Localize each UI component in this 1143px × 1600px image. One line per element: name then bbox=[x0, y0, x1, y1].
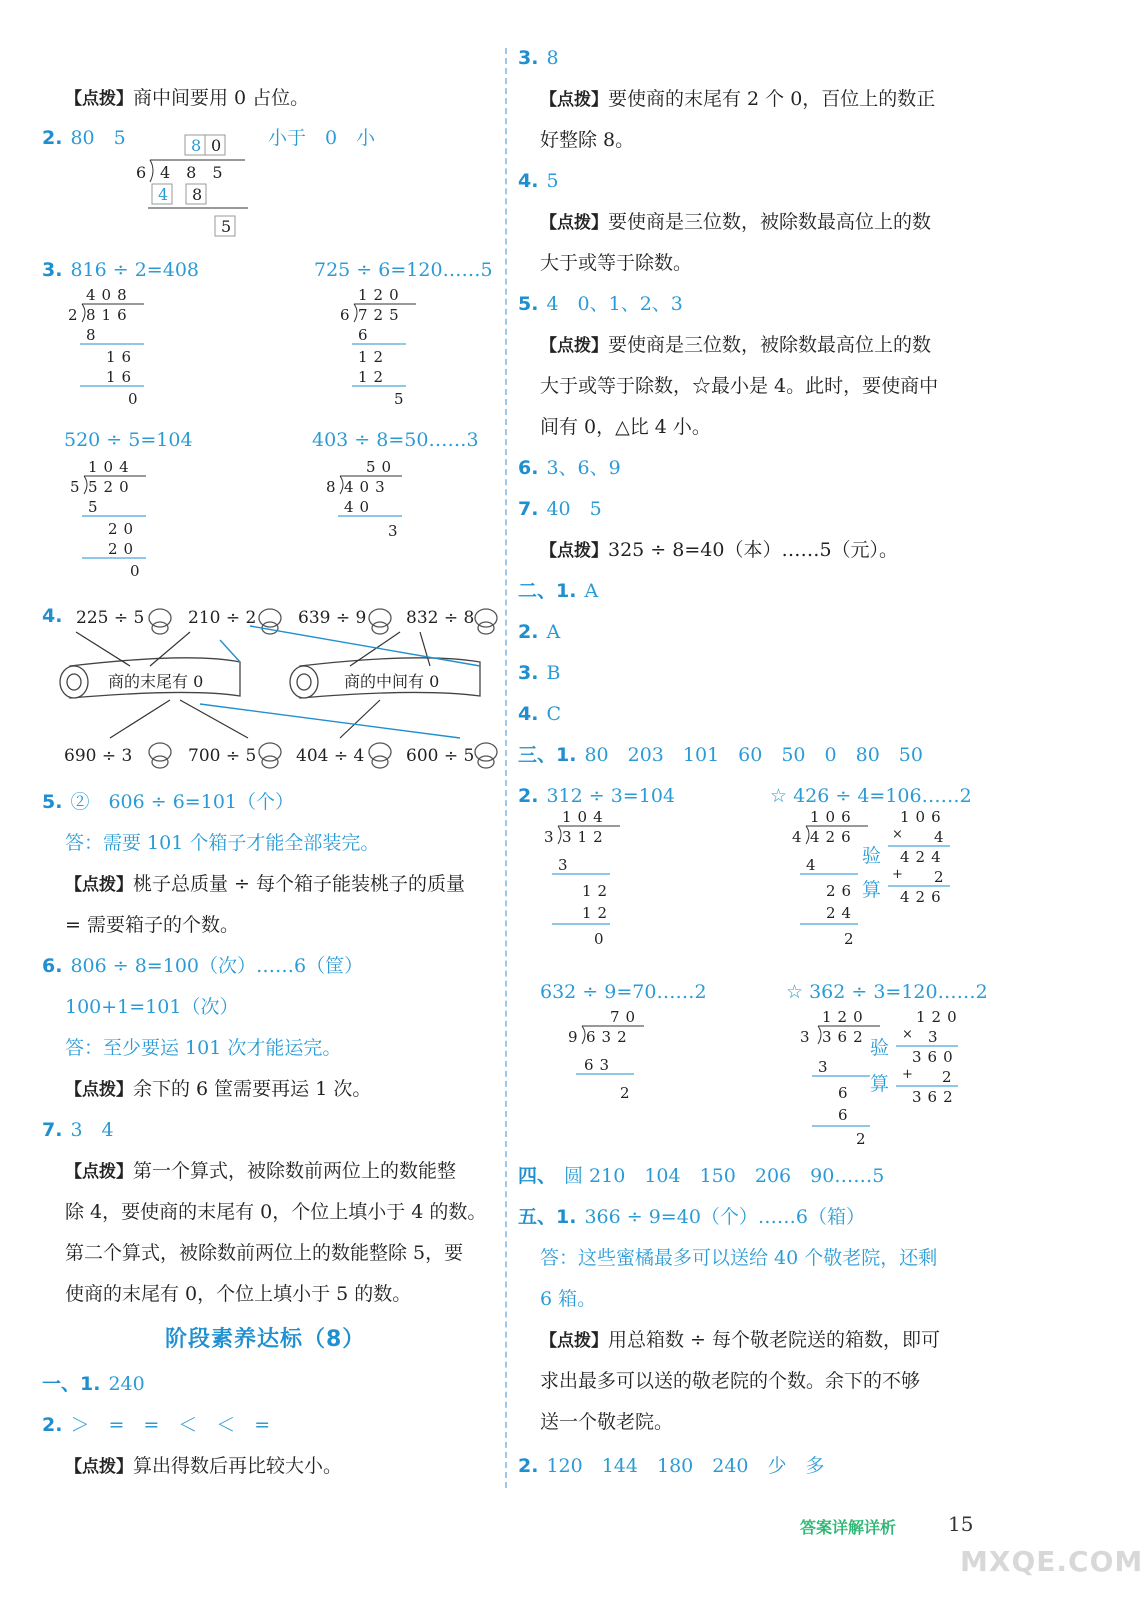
q4-bottom-4: 600 ÷ 5 bbox=[406, 746, 475, 766]
r3-line: 3. 8 bbox=[518, 47, 559, 69]
svg-text:408: 408 bbox=[86, 286, 133, 304]
g1-line: 五、1. 366 ÷ 9=40（个）……6（箱） bbox=[518, 1206, 865, 1228]
svg-text:16: 16 bbox=[106, 348, 138, 366]
check-label-1: 验 bbox=[862, 845, 882, 867]
svg-text:0: 0 bbox=[130, 562, 140, 580]
q7-hint-d: 使商的末尾有 0，个位上填小于 5 的数。 bbox=[65, 1283, 412, 1305]
r5-hint-b: 大于或等于除数，☆最小是 4。此时，要使商中 bbox=[540, 375, 939, 397]
q7-hint-c: 第二个算式，被除数前两位上的数能整除 5，要 bbox=[65, 1242, 464, 1264]
q5-answer: 答：需要 101 个箱子才能全部装完。 bbox=[65, 832, 380, 854]
svg-text:6: 6 bbox=[838, 1106, 848, 1124]
svg-text:2: 2 bbox=[620, 1084, 630, 1102]
svg-text:520: 520 bbox=[88, 478, 135, 496]
q7-hint-b: 除 4，要使商的末尾有 0，个位上填小于 4 的数。 bbox=[65, 1201, 487, 1223]
q4-top-1: 225 ÷ 5 bbox=[76, 608, 145, 628]
e1-line: 二、1. A bbox=[518, 580, 599, 602]
q2-division bbox=[130, 130, 270, 242]
svg-text:6: 6 bbox=[340, 306, 350, 324]
q5-hint-cont: = 需要箱子的个数。 bbox=[65, 914, 239, 936]
hint-line: 【点拨】商中间要用 0 占位。 bbox=[65, 87, 310, 109]
division-632 bbox=[560, 1006, 660, 1106]
r4-hint: 【点拨】要使商是三位数，被除数最高位上的数 bbox=[540, 211, 932, 233]
g1-hint-c: 送一个敬老院。 bbox=[540, 1411, 674, 1433]
svg-text:3: 3 bbox=[800, 1028, 810, 1046]
division-816 bbox=[60, 284, 160, 414]
q4-bottom-3: 404 ÷ 4 bbox=[296, 746, 365, 766]
svg-text:2: 2 bbox=[844, 930, 854, 948]
svg-text:120: 120 bbox=[822, 1008, 869, 1026]
r3-hint-b: 好整除 8。 bbox=[540, 129, 635, 151]
log-label-tail-zero: 商的末尾有 0 bbox=[108, 672, 204, 691]
svg-text:6: 6 bbox=[838, 1084, 848, 1102]
q4-top-4: 832 ÷ 8 bbox=[406, 608, 475, 628]
watermark: MXQE.COM bbox=[960, 1545, 1143, 1578]
svg-text:8: 8 bbox=[192, 185, 203, 204]
check-label-3: 验 bbox=[870, 1037, 890, 1059]
q2-side: 小于 0 小 bbox=[268, 127, 376, 149]
hint-tag: 【点拨】 bbox=[65, 89, 133, 109]
r7-line: 7. 40 5 bbox=[518, 498, 602, 520]
q6-answer: 答：至少要运 101 次才能运完。 bbox=[65, 1037, 342, 1059]
r4-hint-b: 大于或等于除数。 bbox=[540, 252, 693, 274]
q7-hint: 【点拨】第一个算式，被除数前两位上的数能整 bbox=[65, 1160, 457, 1182]
r4-line: 4. 5 bbox=[518, 170, 559, 192]
svg-text:5: 5 bbox=[70, 478, 80, 496]
e4-line: 4. C bbox=[518, 703, 561, 725]
t2-line: 2. 312 ÷ 3=104 bbox=[518, 785, 675, 807]
division-520 bbox=[62, 456, 162, 586]
r3-hint: 【点拨】要使商的末尾有 2 个 0，百位上的数正 bbox=[540, 88, 936, 110]
svg-text:2: 2 bbox=[934, 868, 944, 886]
section-title: 阶段素养达标（8） bbox=[165, 1327, 366, 1352]
q3-d: 403 ÷ 8=50……3 bbox=[312, 429, 479, 451]
g1-answer: 答：这些蜜橘最多可以送给 40 个敬老院，还剩 bbox=[540, 1247, 938, 1269]
r6-line: 6. 3、6、9 bbox=[518, 457, 621, 479]
t2-c: 632 ÷ 9=70……2 bbox=[540, 981, 707, 1003]
svg-text:4: 4 bbox=[792, 828, 802, 846]
svg-text:4: 4 bbox=[934, 828, 944, 846]
svg-text:120: 120 bbox=[358, 286, 405, 304]
svg-text:70: 70 bbox=[610, 1008, 642, 1026]
svg-text:0: 0 bbox=[128, 390, 138, 408]
q4-top-3: 639 ÷ 9 bbox=[298, 608, 367, 628]
q5-line: 5. ② 606 ÷ 6=101（个） bbox=[42, 791, 294, 813]
svg-text:16: 16 bbox=[106, 368, 138, 386]
q6-text2: 100+1=101（次） bbox=[65, 996, 239, 1018]
svg-text:3: 3 bbox=[388, 522, 398, 540]
q3-b: 725 ÷ 6=120……5 bbox=[314, 259, 493, 281]
svg-text:+: + bbox=[902, 1067, 913, 1082]
e3-line: 3. B bbox=[518, 662, 561, 684]
t1-line: 三、1. 80 203 101 60 50 0 80 50 bbox=[518, 744, 923, 766]
q4-line: 4. bbox=[42, 605, 63, 627]
svg-text:20: 20 bbox=[108, 520, 140, 538]
q6-hint: 【点拨】余下的 6 筐需要再运 1 次。 bbox=[65, 1078, 372, 1100]
svg-text:426: 426 bbox=[810, 828, 857, 846]
svg-text:2: 2 bbox=[68, 306, 78, 324]
svg-text:120: 120 bbox=[916, 1008, 963, 1026]
g1-hint: 【点拨】用总箱数 ÷ 每个敬老院送的箱数，即可 bbox=[540, 1329, 940, 1351]
g1-hint-b: 求出最多可以送的敬老院的个数。余下的不够 bbox=[540, 1370, 921, 1392]
svg-text:725: 725 bbox=[358, 306, 405, 324]
check-label-2: 算 bbox=[862, 879, 882, 901]
svg-text:50: 50 bbox=[366, 458, 398, 476]
svg-text:5: 5 bbox=[394, 390, 404, 408]
s1-line: 一、1. 240 bbox=[42, 1373, 145, 1395]
r7-hint: 【点拨】325 ÷ 8=40（本）……5（元）。 bbox=[540, 539, 899, 561]
svg-text:104: 104 bbox=[88, 458, 135, 476]
svg-text:24: 24 bbox=[826, 904, 858, 922]
q6-line: 6. 806 ÷ 8=100（次）……6（筐） bbox=[42, 955, 364, 977]
svg-text:3: 3 bbox=[544, 828, 554, 846]
svg-text:8: 8 bbox=[326, 478, 336, 496]
t2-d: ☆ 362 ÷ 3=120……2 bbox=[786, 981, 988, 1003]
svg-text:362: 362 bbox=[822, 1028, 869, 1046]
q4-top-2: 210 ÷ 2 bbox=[188, 608, 257, 628]
svg-text:424: 424 bbox=[900, 848, 947, 866]
svg-text:8: 8 bbox=[86, 326, 96, 344]
q7-line: 7. 3 4 bbox=[42, 1119, 114, 1141]
svg-text:5: 5 bbox=[221, 217, 232, 236]
svg-text:3: 3 bbox=[928, 1028, 938, 1046]
svg-text:×: × bbox=[892, 827, 903, 842]
svg-text:6: 6 bbox=[358, 326, 368, 344]
svg-text:63: 63 bbox=[584, 1056, 616, 1074]
svg-text:0: 0 bbox=[594, 930, 604, 948]
svg-text:632: 632 bbox=[586, 1028, 633, 1046]
s2-hint: 【点拨】算出得数后再比较大小。 bbox=[65, 1455, 343, 1477]
svg-text:8: 8 bbox=[191, 136, 202, 155]
e2-line: 2. A bbox=[518, 621, 561, 643]
svg-text:20: 20 bbox=[108, 540, 140, 558]
svg-text:362: 362 bbox=[912, 1088, 959, 1106]
svg-text:4 8 5: 4 8 5 bbox=[160, 163, 223, 182]
svg-text:403: 403 bbox=[344, 478, 391, 496]
q3-c: 520 ÷ 5=104 bbox=[64, 429, 193, 451]
svg-text:312: 312 bbox=[562, 828, 609, 846]
svg-text:4: 4 bbox=[806, 856, 816, 874]
svg-text:2: 2 bbox=[942, 1068, 952, 1086]
r5-hint-c: 间有 0，△比 4 小。 bbox=[540, 416, 711, 438]
r5-hint: 【点拨】要使商是三位数，被除数最高位上的数 bbox=[540, 334, 932, 356]
svg-text:104: 104 bbox=[562, 808, 609, 826]
q2-line: 2. 80 5 bbox=[42, 127, 126, 149]
svg-text:2: 2 bbox=[856, 1130, 866, 1148]
q4-bottom-1: 690 ÷ 3 bbox=[64, 746, 133, 766]
division-403 bbox=[318, 456, 418, 556]
svg-text:0: 0 bbox=[211, 136, 222, 155]
svg-text:12: 12 bbox=[582, 904, 614, 922]
svg-text:9: 9 bbox=[568, 1028, 578, 1046]
svg-text:5: 5 bbox=[88, 498, 98, 516]
s2-line: 2. ＞ = = ＜ ＜ = bbox=[42, 1414, 271, 1436]
r5-line: 5. 4 0、1、2、3 bbox=[518, 293, 683, 315]
svg-text:40: 40 bbox=[344, 498, 376, 516]
svg-text:12: 12 bbox=[358, 368, 390, 386]
svg-text:+: + bbox=[892, 867, 903, 882]
svg-text:26: 26 bbox=[826, 882, 858, 900]
footer-label: 答案详解详析 bbox=[800, 1518, 897, 1537]
page-number: 15 bbox=[948, 1512, 974, 1536]
t2-b: ☆ 426 ÷ 4=106……2 bbox=[770, 785, 972, 807]
check-label-4: 算 bbox=[870, 1073, 890, 1095]
svg-text:360: 360 bbox=[912, 1048, 959, 1066]
svg-text:12: 12 bbox=[582, 882, 614, 900]
f1-line: 四、 圆 210 104 150 206 90……5 bbox=[518, 1165, 885, 1187]
svg-text:106: 106 bbox=[810, 808, 857, 826]
q4-bottom-2: 700 ÷ 5 bbox=[188, 746, 257, 766]
q5-hint: 【点拨】桃子总质量 ÷ 每个箱子能装桃子的质量 bbox=[65, 873, 465, 895]
svg-text:3: 3 bbox=[558, 856, 568, 874]
log-label-middle-zero: 商的中间有 0 bbox=[344, 672, 440, 691]
svg-text:816: 816 bbox=[86, 306, 133, 324]
svg-text:3: 3 bbox=[818, 1058, 828, 1076]
svg-text:12: 12 bbox=[358, 348, 390, 366]
svg-text:6: 6 bbox=[136, 163, 147, 182]
svg-text:4: 4 bbox=[158, 185, 169, 204]
svg-text:426: 426 bbox=[900, 888, 947, 906]
division-725 bbox=[332, 284, 432, 414]
q3-line: 3. 816 ÷ 2=408 bbox=[42, 259, 199, 281]
svg-text:×: × bbox=[902, 1027, 913, 1042]
division-312 bbox=[536, 806, 636, 952]
g1-answer-b: 6 箱。 bbox=[540, 1288, 597, 1310]
svg-text:106: 106 bbox=[900, 808, 947, 826]
g2-line: 2. 120 144 180 240 少 多 bbox=[518, 1455, 825, 1477]
